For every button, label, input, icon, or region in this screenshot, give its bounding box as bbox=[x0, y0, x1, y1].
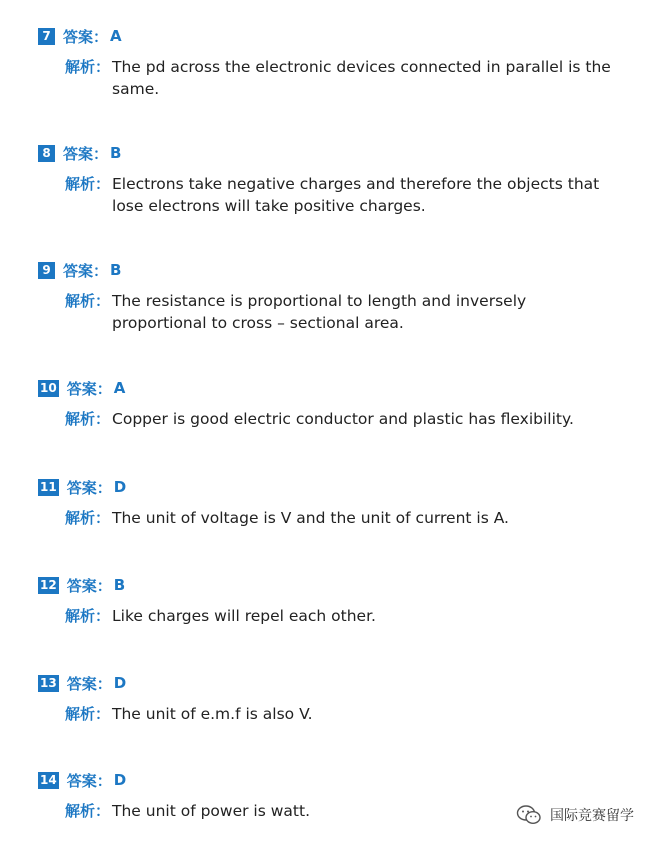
analysis-label: 解析： bbox=[65, 58, 111, 76]
answer-item bbox=[38, 142, 638, 217]
answer-letter: D bbox=[113, 674, 127, 692]
answer-line bbox=[38, 25, 638, 47]
answer-item bbox=[38, 476, 638, 529]
analysis-label: 解析： bbox=[65, 607, 111, 625]
answer-label: 答案： bbox=[66, 478, 112, 497]
analysis-label: 解析： bbox=[65, 705, 111, 723]
answer-letter: B bbox=[110, 261, 122, 279]
question-number-badge: 11 bbox=[40, 479, 57, 494]
analysis bbox=[65, 605, 625, 627]
answer-line bbox=[38, 574, 638, 596]
question-number-badge: 10 bbox=[40, 380, 57, 395]
question-number-badge: 13 bbox=[40, 675, 57, 690]
answer-line bbox=[38, 377, 638, 399]
analysis-label: 解析： bbox=[65, 292, 111, 310]
analysis-text: The unit of voltage is V and the unit of current is A. bbox=[112, 509, 509, 527]
answer-item bbox=[38, 574, 638, 627]
answer-letter: D bbox=[113, 478, 127, 496]
analysis-text: Like charges will repel each other. bbox=[112, 607, 376, 625]
answer-line bbox=[38, 142, 638, 164]
question-number-badge: 14 bbox=[40, 772, 57, 787]
answer-letter: A bbox=[110, 27, 122, 45]
analysis-text: Electrons take negative charges and therefore the objects that lose electrons will take positive charges. bbox=[112, 175, 600, 215]
question-number-badge: 7 bbox=[38, 28, 55, 45]
answer-line bbox=[38, 769, 638, 791]
answer-label: 答案： bbox=[66, 379, 112, 398]
answer-label: 答案： bbox=[63, 144, 109, 163]
analysis-text: The resistance is proportional to length and inversely proportional to cross – sectional area. bbox=[112, 292, 527, 332]
analysis bbox=[65, 507, 625, 529]
answer-line bbox=[38, 672, 638, 694]
answer-letter: B bbox=[110, 144, 122, 162]
analysis-text: The unit of e.m.f is also V. bbox=[112, 705, 313, 723]
analysis-label: 解析： bbox=[65, 802, 111, 820]
question-number-badge: 12 bbox=[40, 577, 57, 592]
wechat-icon bbox=[516, 804, 542, 826]
answer-label: 答案： bbox=[66, 771, 112, 790]
answer-letter: D bbox=[113, 771, 127, 789]
analysis bbox=[65, 173, 625, 217]
answer-label: 答案： bbox=[66, 674, 112, 693]
question-number-badge: 8 bbox=[38, 145, 55, 162]
question-number-badge: 9 bbox=[38, 262, 55, 279]
analysis-label: 解析： bbox=[65, 175, 111, 193]
answer-item bbox=[38, 377, 638, 430]
answer-line bbox=[38, 259, 638, 281]
answer-label: 答案： bbox=[63, 27, 109, 46]
analysis-text: Copper is good electric conductor and plastic has flexibility. bbox=[112, 410, 574, 428]
analysis bbox=[65, 703, 625, 725]
analysis bbox=[65, 290, 625, 334]
answer-letter: B bbox=[113, 576, 126, 594]
analysis-label: 解析： bbox=[65, 509, 111, 527]
analysis bbox=[65, 56, 625, 100]
answer-label: 答案： bbox=[63, 261, 109, 280]
answer-line bbox=[38, 476, 638, 498]
analysis-text: The pd across the electronic devices connected in parallel is the same. bbox=[112, 58, 611, 98]
analysis bbox=[65, 408, 625, 430]
answer-item bbox=[38, 259, 638, 334]
answer-label: 答案： bbox=[66, 576, 112, 595]
watermark-text: 国际竞赛留学 bbox=[550, 808, 634, 824]
analysis-label: 解析： bbox=[65, 410, 111, 428]
answer-letter: A bbox=[113, 379, 126, 397]
analysis-text: The unit of power is watt. bbox=[112, 802, 310, 820]
answer-item bbox=[38, 672, 638, 725]
answer-item bbox=[38, 25, 638, 100]
watermark bbox=[516, 804, 634, 826]
